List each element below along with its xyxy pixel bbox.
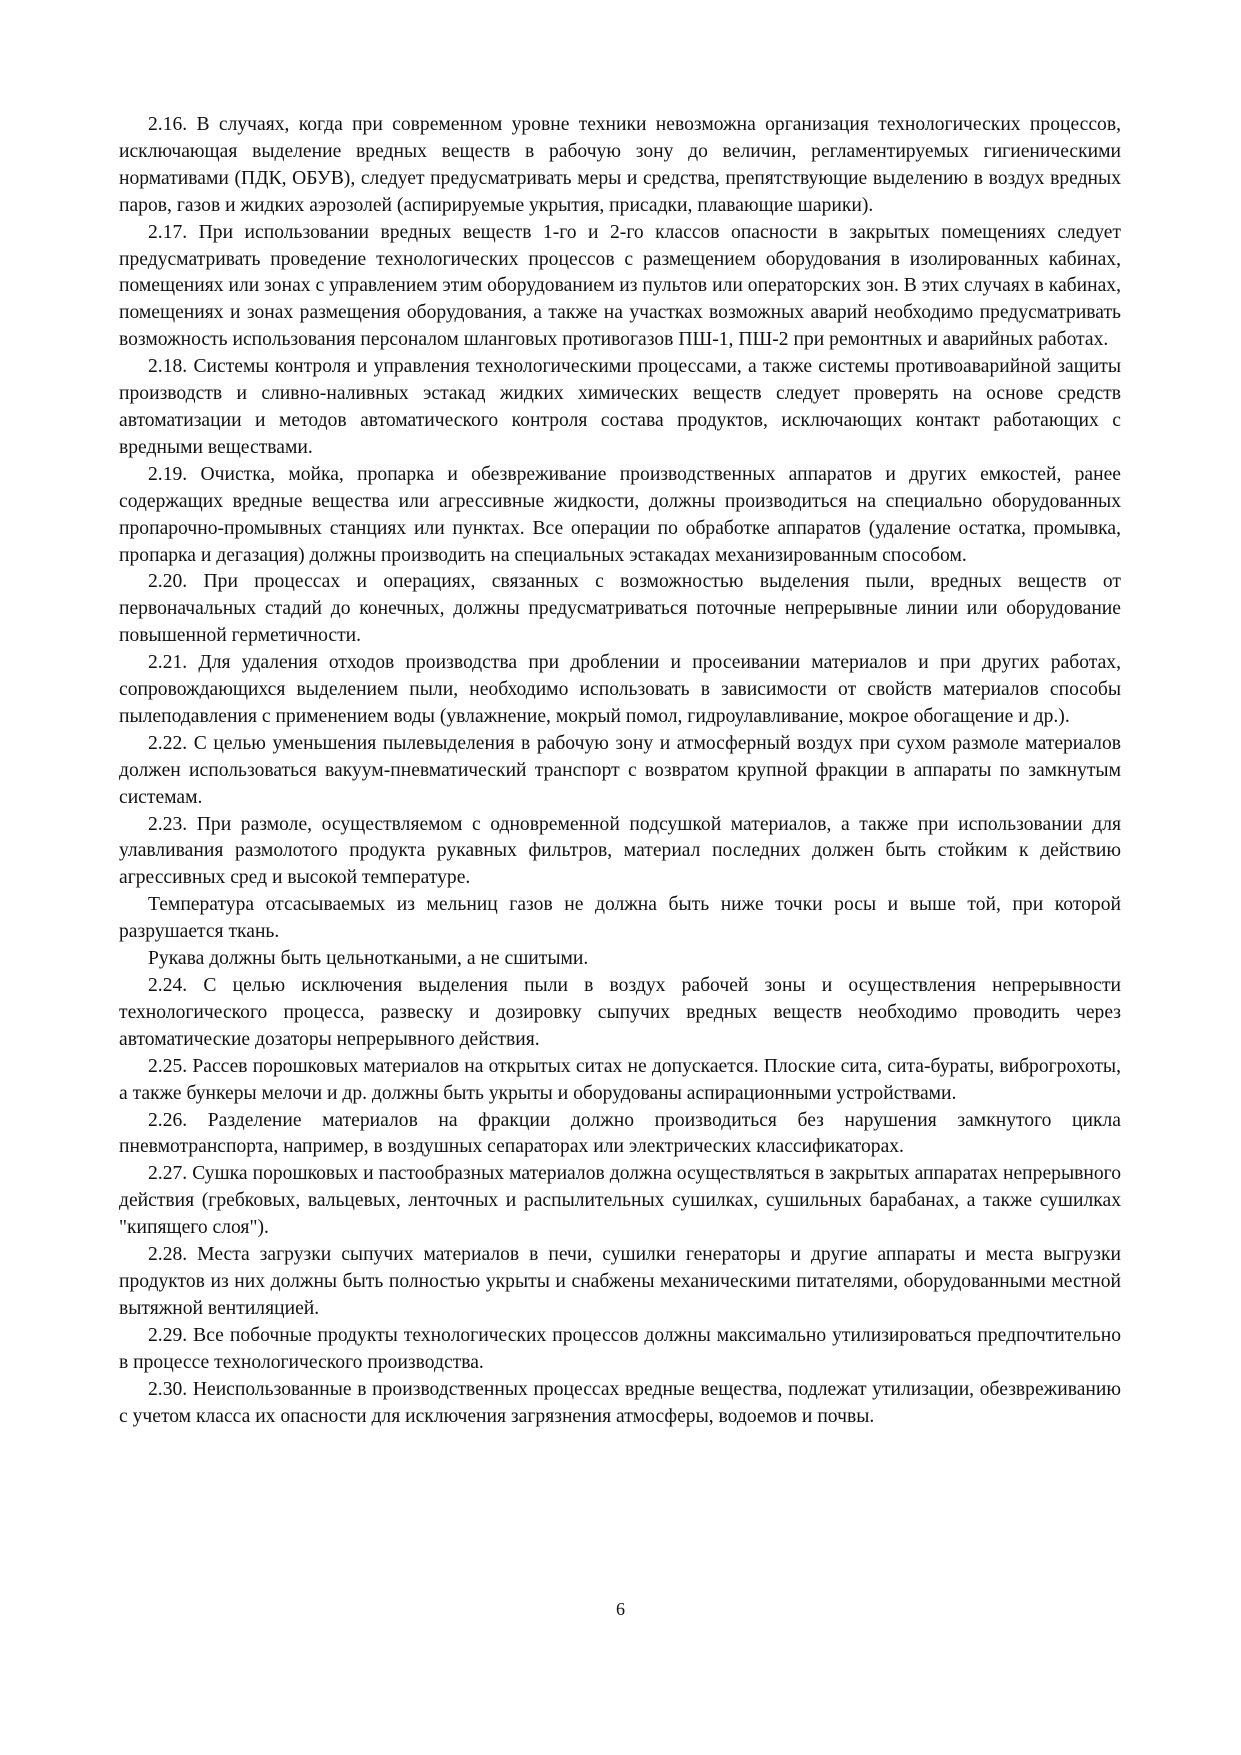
page-number: 6 xyxy=(616,1599,625,1619)
paragraph-2-25: 2.25. Рассев порошковых материалов на открытых ситах не допускается. Плоские сита, сита-бураты, виброгрохоты, а также бункеры мелочи и др. должны быть укрыты и оборудованы аспирационными устройствами. xyxy=(119,1055,1121,1104)
paragraph-2-19: 2.19. Очистка, мойка, пропарка и обезвреживание производственных аппаратов и других емкостей, ранее содержащих вредные вещества или агрессивные жидкости, должны производиться на специально оборудованных пропарочно-промывных станциях или пунктах. Все операции по обработке аппаратов (удаление остатка, промывка, пропарка и дегазация) должны производить на специальных эстакадах механизированным способом. xyxy=(119,463,1121,566)
paragraph-2-30: 2.30. Неиспользованные в производственных процессах вредные вещества, подлежат утилизации, обезвреживанию с учетом класса их опасности для исключения загрязнения атмосферы, водоемов и почвы. xyxy=(119,1378,1121,1427)
paragraph-2-26: 2.26. Разделение материалов на фракции должно производиться без нарушения замкнутого цикла пневмотранспорта, например, в воздушных сепараторах или электрических классификаторах. xyxy=(119,1109,1121,1158)
paragraph-2-21: 2.21. Для удаления отходов производства при дроблении и просеивании материалов и при других работах, сопровождающихся выделением пыли, необходимо использовать в зависимости от свойств материалов способы пылеподавления с применением воды (увлажнение, мокрый помол, гидроулавливание, мокрое обогащение и др.). xyxy=(119,652,1121,727)
paragraph-2-23: 2.23. При размоле, осуществляемом с одновременной подсушкой материалов, а также при использовании для улавливания размолотого продукта рукавных фильтров, материал последних должен быть стойким к действию агрессивных сред и высокой температуре. xyxy=(119,813,1121,889)
paragraph-2-18: 2.18. Системы контроля и управления технологическими процессами, а также системы противоаварийной защиты производств и сливно-наливных эстакад жидких химических веществ следует проверять на основе средств автоматизации и методов автоматического контроля состава продуктов, исключающих контакт работающих с вредными веществами. xyxy=(119,356,1121,458)
document-body xyxy=(119,112,1121,1430)
paragraph-2-23-gas-temperature: Температура отсасываемых из мельниц газов не должна быть ниже точки росы и выше той, при которой разрушается ткань. xyxy=(119,894,1121,943)
paragraph-2-20: 2.20. При процессах и операциях, связанных с возможностью выделения пыли, вредных веществ от первоначальных стадий до конечных, должны предусматриваться поточные непрерывные линии или оборудование повышенной герметичности. xyxy=(119,571,1121,647)
paragraph-2-17: 2.17. При использовании вредных веществ 1-го и 2-го классов опасности в закрытых помещениях следует предусматривать проведение технологических процессов с размещением оборудования в изолированных кабинах, помещениях или зонах с управлением этим оборудованием из пультов или операторских зон. В этих случаях в кабинах, помещениях и зонах размещения оборудования, а также на участках возможных аварий необходимо предусматривать возможность использования персоналом шланговых противогазов ПШ-1, ПШ-2 при ремонтных и аварийных работах. xyxy=(119,221,1121,351)
paragraph-2-23-sleeves: Рукава должны быть цельноткаными, а не сшитыми. xyxy=(148,948,589,970)
paragraph-2-24: 2.24. С целью исключения выделения пыли в воздух рабочей зоны и осуществления непрерывности технологического процесса, развеску и дозировку сыпучих вредных веществ необходимо проводить через автоматические дозаторы непрерывного действия. xyxy=(119,975,1121,1050)
paragraph-2-16: 2.16. В случаях, когда при современном уровне техники невозможна организация технологических процессов, исключающая выделение вредных веществ в рабочую зону до величин, регламентируемых гигиеническими нормативами (ПДК, ОБУВ), следует предусматривать меры и средства, препятствующие выделению в воздух вредных паров, газов и жидких аэрозолей (аспирируемые укрытия, присадки, плавающие шарики). xyxy=(119,114,1121,216)
paragraph-2-27: 2.27. Сушка порошковых и пастообразных материалов должна осуществляться в закрытых аппаратах непрерывного действия (гребковых, вальцевых, ленточных и распылительных сушилках, сушильных барабанах, а также сушилках "кипящего слоя"). xyxy=(119,1163,1121,1239)
paragraph-2-22: 2.22. С целью уменьшения пылевыделения в рабочую зону и атмосферный воздух при сухом размоле материалов должен использоваться вакуум-пневматический транспорт с возвратом крупной фракции в аппараты по замкнутым системам. xyxy=(119,732,1121,808)
paragraph-2-28: 2.28. Места загрузки сыпучих материалов в печи, сушилки генераторы и другие аппараты и места выгрузки продуктов из них должны быть полностью укрыты и снабжены механическими питателями, оборудованными местной вытяжной вентиляцией. xyxy=(119,1244,1121,1319)
paragraph-2-29: 2.29. Все побочные продукты технологических процессов должны максимально утилизироваться предпочтительно в процессе технологического производства. xyxy=(119,1324,1121,1373)
